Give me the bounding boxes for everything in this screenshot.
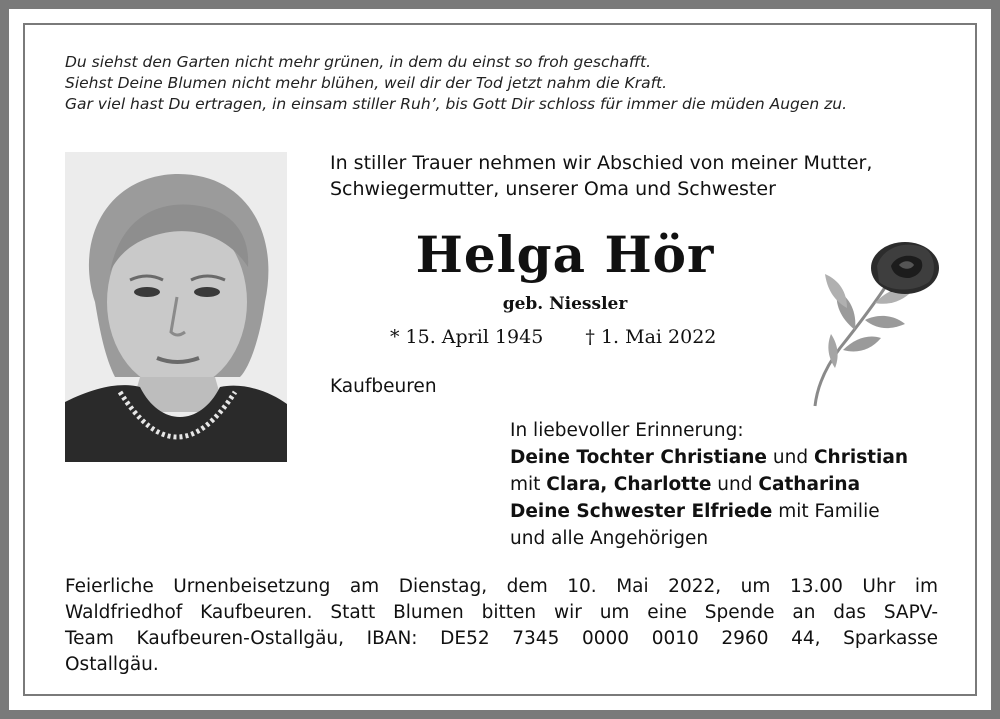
- connector-text: mit Familie: [772, 501, 880, 522]
- intro-line: In stiller Trauer nehmen wir Abschied von meiner Mutter,: [330, 152, 873, 174]
- memory-line: [510, 471, 950, 498]
- intro-text: [330, 150, 950, 202]
- memory-line: und alle Angehörigen: [510, 528, 709, 549]
- birth-date: 15. April 1945: [405, 326, 544, 348]
- connector-text: mit: [510, 474, 547, 495]
- life-dates: [390, 326, 770, 348]
- poem: [65, 52, 945, 115]
- poem-line: Du siehst den Garten nicht mehr grünen, in dem du einst so froh geschafft.: [65, 53, 652, 71]
- city: Kaufbeuren: [330, 376, 437, 397]
- maiden-name: geb. Niessler: [502, 294, 628, 314]
- portrait-photo-drawing: [65, 152, 287, 462]
- memory-heading: In liebevoller Erinnerung:: [510, 420, 744, 441]
- notice-line: Ostallgäu.: [65, 654, 159, 675]
- funeral-notice: [65, 574, 938, 678]
- relative-name: Deine Tochter Christiane: [510, 447, 767, 468]
- memory-line: [510, 444, 950, 471]
- notice-line: Waldfriedhof Kaufbeuren. Statt Blumen bitten wir um eine Spende an das SAPV-: [65, 602, 938, 623]
- memory-line: [510, 498, 950, 525]
- notice-line: Feierliche Urnenbeisetzung am Dienstag, dem 10. Mai 2022, um 13.00 Uhr im: [65, 576, 938, 597]
- rose-icon: [805, 238, 950, 408]
- birth-symbol: *: [390, 326, 400, 348]
- deceased-name: Helga Hör: [415, 225, 715, 284]
- death-date: 1. Mai 2022: [600, 326, 717, 348]
- portrait-photo: [65, 152, 287, 462]
- intro-line: Schwiegermutter, unserer Oma und Schwester: [330, 178, 776, 200]
- death-symbol: †: [585, 326, 595, 348]
- poem-line: Siehst Deine Blumen nicht mehr blühen, weil dir der Tod jetzt nahm die Kraft.: [65, 74, 668, 92]
- notice-line: Team Kaufbeuren-Ostallgäu, IBAN: DE52 7345 0000 0010 2960 44, Sparkasse: [65, 628, 938, 649]
- relative-name: Christian: [813, 447, 909, 468]
- relative-name: Clara, Charlotte: [546, 474, 712, 495]
- poem-line: Gar viel hast Du ertragen, in einsam stiller Ruh’, bis Gott Dir schloss für immer die müden Augen zu.: [65, 95, 848, 113]
- connector-text: und: [766, 447, 814, 468]
- relative-name: Deine Schwester Elfriede: [510, 501, 773, 522]
- connector-text: und: [711, 474, 759, 495]
- relative-name: Catharina: [758, 474, 861, 495]
- memory-block: [510, 417, 950, 552]
